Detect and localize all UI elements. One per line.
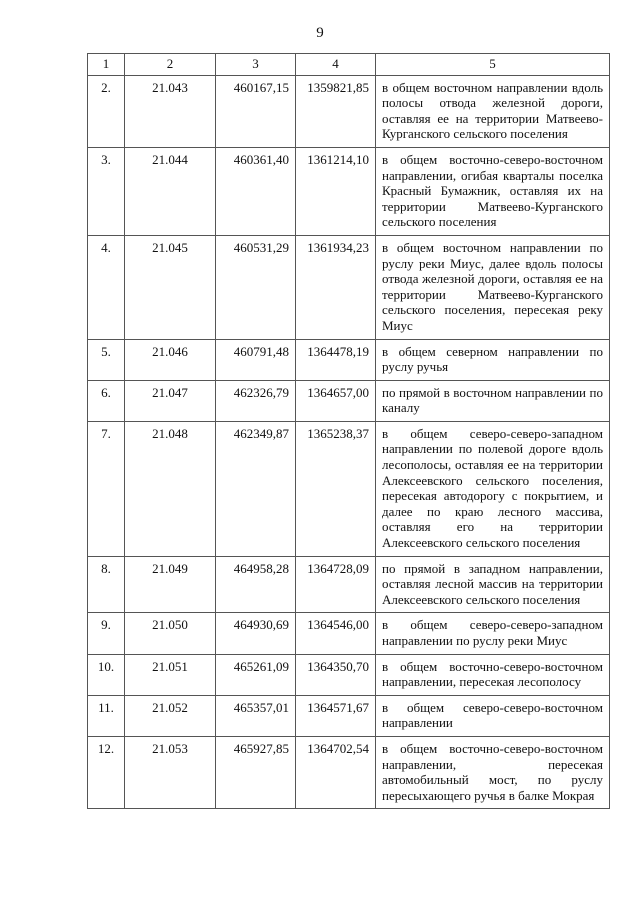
coordinate-x: 460361,40 xyxy=(216,147,296,235)
table-row xyxy=(88,380,610,421)
boundary-description: в общем северо-северо-восточном направлении xyxy=(376,695,610,736)
coordinate-y: 1364702,54 xyxy=(296,736,376,808)
coordinate-x: 464958,28 xyxy=(216,556,296,613)
boundary-description: в общем северо-северо-западном направлении по полевой дороге вдоль лесополосы, оставляя ее на территории Алексеевского сельского поселения, пересекая автодорогу с покрытием, и далее по краю лесного массива, оставляя его на территории Алексеевского сельского поселения xyxy=(376,421,610,556)
coordinate-y: 1365238,37 xyxy=(296,421,376,556)
row-number: 8. xyxy=(88,556,125,613)
point-id: 21.046 xyxy=(125,339,216,380)
coordinate-x: 465261,09 xyxy=(216,654,296,695)
boundary-description: по прямой в западном направлении, оставляя лесной массив на территории Алексеевского сельского поселения xyxy=(376,556,610,613)
row-number: 3. xyxy=(88,147,125,235)
page-number: 9 xyxy=(316,25,324,41)
row-number: 10. xyxy=(88,654,125,695)
boundary-description: в общем восточном направлении вдоль полосы отвода железной дороги, оставляя ее на территории Матвеево-Курганского сельского поселения xyxy=(376,75,610,147)
boundary-description: в общем восточно-северо-восточном направлении, огибая кварталы поселка Красный Бумажник, оставляя их на территории Матвеево-Курганского сельского поселения xyxy=(376,147,610,235)
column-header: 3 xyxy=(216,54,296,76)
coordinate-y: 1361934,23 xyxy=(296,235,376,339)
coordinate-x: 465357,01 xyxy=(216,695,296,736)
coordinate-x: 460167,15 xyxy=(216,75,296,147)
point-id: 21.052 xyxy=(125,695,216,736)
column-header: 5 xyxy=(376,54,610,76)
point-id: 21.049 xyxy=(125,556,216,613)
coordinate-y: 1364546,00 xyxy=(296,613,376,654)
header-row xyxy=(88,54,610,76)
table-row xyxy=(88,654,610,695)
coordinate-x: 464930,69 xyxy=(216,613,296,654)
point-id: 21.048 xyxy=(125,421,216,556)
row-number: 2. xyxy=(88,75,125,147)
coordinate-x: 460531,29 xyxy=(216,235,296,339)
table-row xyxy=(88,235,610,339)
table-row xyxy=(88,736,610,808)
coordinate-y: 1364571,67 xyxy=(296,695,376,736)
table-row xyxy=(88,421,610,556)
point-id: 21.044 xyxy=(125,147,216,235)
point-id: 21.051 xyxy=(125,654,216,695)
table-row xyxy=(88,339,610,380)
table-row xyxy=(88,556,610,613)
coordinate-x: 462349,87 xyxy=(216,421,296,556)
point-id: 21.053 xyxy=(125,736,216,808)
coordinate-y: 1364657,00 xyxy=(296,380,376,421)
route-table xyxy=(87,53,610,809)
coordinate-y: 1364728,09 xyxy=(296,556,376,613)
column-header: 4 xyxy=(296,54,376,76)
point-id: 21.047 xyxy=(125,380,216,421)
row-number: 12. xyxy=(88,736,125,808)
row-number: 5. xyxy=(88,339,125,380)
coordinate-y: 1364350,70 xyxy=(296,654,376,695)
table-row xyxy=(88,147,610,235)
row-number: 6. xyxy=(88,380,125,421)
boundary-description: в общем восточно-северо-восточном направлении, пересекая автомобильный мост, по руслу пересыхающего ручья в балке Мокрая xyxy=(376,736,610,808)
boundary-description: в общем северном направлении по руслу ручья xyxy=(376,339,610,380)
column-header: 2 xyxy=(125,54,216,76)
column-header: 1 xyxy=(88,54,125,76)
row-number: 7. xyxy=(88,421,125,556)
table-row xyxy=(88,695,610,736)
row-number: 9. xyxy=(88,613,125,654)
coordinate-x: 465927,85 xyxy=(216,736,296,808)
point-id: 21.045 xyxy=(125,235,216,339)
coordinate-y: 1364478,19 xyxy=(296,339,376,380)
boundary-description: в общем восточно-северо-восточном направлении, пересекая лесополосу xyxy=(376,654,610,695)
coordinate-x: 460791,48 xyxy=(216,339,296,380)
boundary-description: по прямой в восточном направлении по каналу xyxy=(376,380,610,421)
boundary-description: в общем восточном направлении по руслу реки Миус, далее вдоль полосы отвода железной дороги, оставляя ее на территории Матвеево-Курганского сельского поселения, пересекая реку Миус xyxy=(376,235,610,339)
coordinate-y: 1359821,85 xyxy=(296,75,376,147)
point-id: 21.050 xyxy=(125,613,216,654)
row-number: 4. xyxy=(88,235,125,339)
boundary-description: в общем северо-северо-западном направлении по руслу реки Миус xyxy=(376,613,610,654)
point-id: 21.043 xyxy=(125,75,216,147)
table-row xyxy=(88,75,610,147)
coordinate-y: 1361214,10 xyxy=(296,147,376,235)
coordinate-x: 462326,79 xyxy=(216,380,296,421)
table-row xyxy=(88,613,610,654)
row-number: 11. xyxy=(88,695,125,736)
